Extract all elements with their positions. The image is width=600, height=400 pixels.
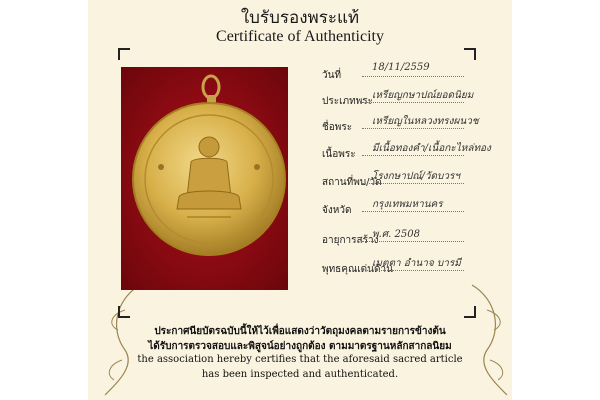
field-underline [362, 76, 464, 77]
field-value: พ.ศ. 2508 [372, 229, 420, 240]
field-value: เหรียญในหลวงทรงผนวช [372, 116, 479, 127]
corner-bracket [118, 306, 130, 318]
title-thai: ใบรับรองพระแท้ [240, 8, 360, 28]
amulet-photo [121, 67, 288, 290]
field-label: ประเภทพระ [322, 96, 374, 107]
field-underline [362, 270, 464, 271]
field-value: โรงกษาปณ์/วัดบวรฯ [372, 171, 460, 182]
footer-english-line1: the association hereby certifies that the aforesaid sacred article [137, 354, 463, 365]
field-label: อายุการสร้าง [322, 235, 379, 246]
field-underline [362, 102, 464, 103]
field-value: 18/11/2559 [372, 62, 430, 73]
gold-medal-icon [121, 67, 288, 290]
field-underline [362, 128, 464, 129]
field-underline [362, 241, 464, 242]
field-label: เนื้อพระ [322, 149, 356, 160]
corner-bracket [464, 48, 476, 60]
field-underline [362, 155, 464, 156]
footer-thai-line2: ได้รับการตรวจสอบและพิสูจน์อย่างถูกต้อง ตามมาตรฐานหลักสากลนิยม [148, 341, 452, 352]
field-value: เหรียญกษาปณ์ยอดนิยม [372, 90, 474, 101]
corner-bracket [464, 306, 476, 318]
field-value: เมตตา อำนาจ บารมี [372, 258, 461, 269]
field-label: จังหวัด [322, 205, 352, 216]
title-english: Certificate of Authenticity [216, 28, 384, 45]
field-label: สถานที่พบ/วัด [322, 177, 382, 188]
field-value: กรุงเทพมหานคร [372, 199, 443, 210]
corner-bracket [118, 48, 130, 60]
footer-thai-line1: ประกาศนียบัตรฉบับนี้ให้ไว้เพื่อแสดงว่าวัตถุมงคลตามรายการข้างต้น [154, 326, 446, 337]
field-underline [362, 211, 464, 212]
field-value: มีเนื้อทองคำ/เนื้อกะไหล่ทอง [372, 143, 491, 154]
field-label: พุทธคุณเด่นด้าน [322, 264, 393, 275]
field-label: วันที่ [322, 70, 342, 81]
field-underline [362, 183, 464, 184]
footer-english-line2: has been inspected and authenticated. [201, 369, 399, 380]
field-label: ชื่อพระ [322, 122, 353, 133]
